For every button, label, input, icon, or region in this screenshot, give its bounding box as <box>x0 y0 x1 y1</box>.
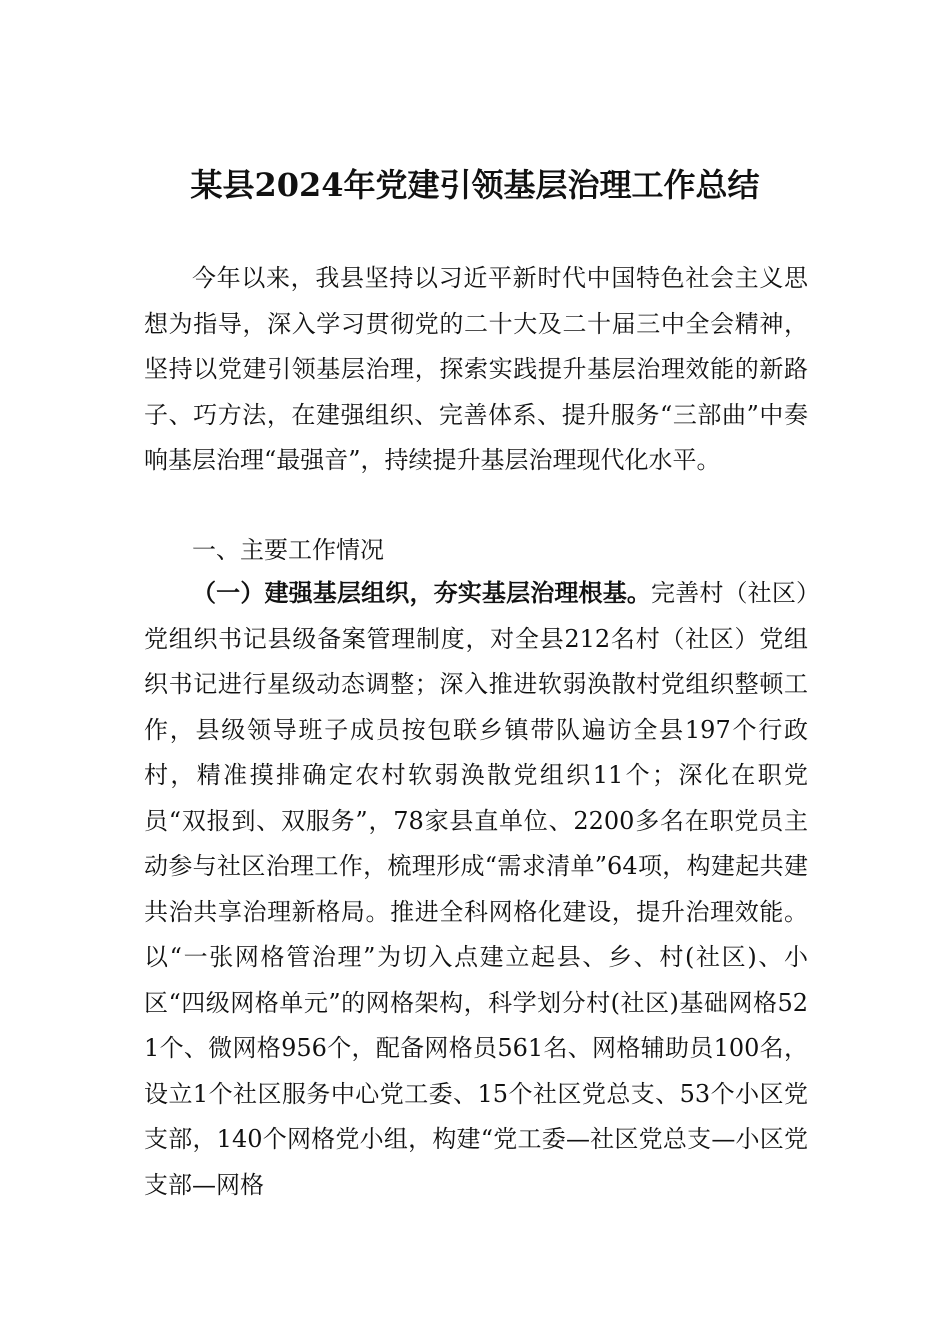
document-title: 某县2024年党建引领基层治理工作总结 <box>190 166 760 204</box>
section-heading: 一、主要工作情况 <box>192 536 384 564</box>
subsection-paragraph <box>144 570 808 1208</box>
intro-paragraph: 今年以来，我县坚持以习近平新时代中国特色社会主义思想为指导，深入学习贯彻党的二十大及二十届三中全会精神，坚持以党建引领基层治理，探索实践提升基层治理效能的新路子、巧方法，在建强组织、完善体系、提升服务“三部曲”中奏响基层治理“最强音”，持续提升基层治理现代化水平。 <box>144 264 808 474</box>
subsection-lead: （一）建强基层组织，夯实基层治理根基。 <box>192 578 652 607</box>
subsection-body: 完善村（社区）党组织书记县级备案管理制度，对全县212名村（社区）党组织书记进行星级动态调整；深入推进软弱涣散村党组织整顿工作，县级领导班子成员按包联乡镇带队遍访全县197个行政村，精准摸排确定农村软弱涣散党组织11个；深化在职党员“双报到、双服务”，78家县直单位、2200多名在职党员主动参与社区治理工作，梳理形成“需求清单”64项，构建起共建共治共享治理新格局。推进全科网格化建设，提升治理效能。以“一张网格管治理”为切入点建立起县、乡、村(社区)、小区“四级网格单元”的网格架构，科学划分村(社区)基础网格521个、微网格956个，配备网格员561名、网格辅助员100名，设立1个社区服务中心党工委、15个社区党总支、53个小区党支部，140个网格党小组，构建“党工委—社区党总支—小区党支部—网格 <box>144 579 809 1199</box>
